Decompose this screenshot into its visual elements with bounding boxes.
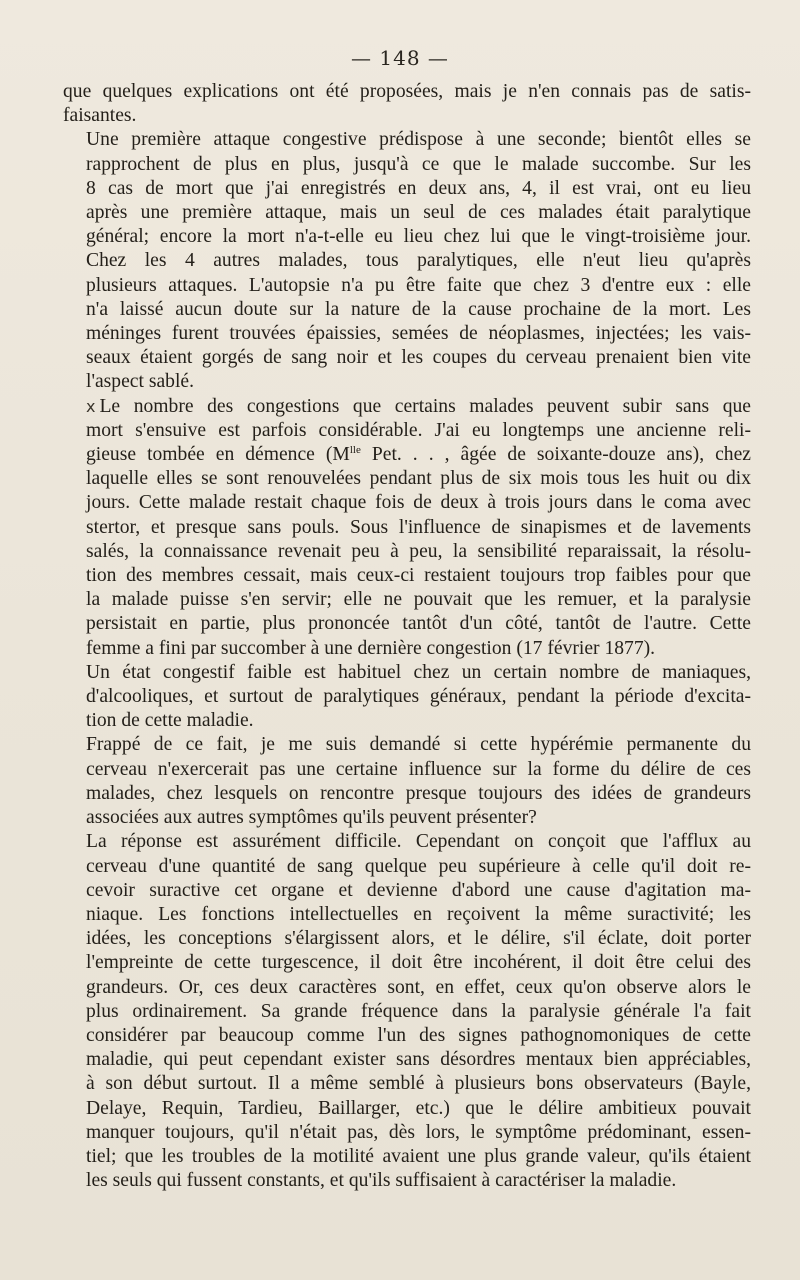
text-line: stertor, et presque sans pouls. Sous l'influence de sinapismes et de lavements [86,516,751,538]
text-line: niaque. Les fonctions intellectuelles en reçoivent la même suractivité; les [86,903,751,925]
text-line: méninges furent trouvées épaissies, semées de néoplasmes, injectées; les vais- [86,323,751,345]
paragraph [63,830,751,1193]
text-line: rapprochent de plus en plus, jusqu'à ce que le malade succombe. Sur les [86,153,751,175]
text-line: Frappé de ce fait, je me suis demandé si cette hypérémie permanente du [86,734,751,756]
text-line: laquelle elles se sont renouvelées pendant plus de six mois tous les huit ou dix [86,468,751,490]
text-line: Une première attaque congestive prédispose à une seconde; bientôt elles se [86,129,751,151]
text-line: que quelques explications ont été proposées, mais je n'en connais pas de satis- [63,81,751,102]
text-line: les seuls qui fussent constants, et qu'ils suffisaient à caractériser la maladie. [86,1170,677,1192]
text-line: l'empreinte de cette turgescence, il doit être incohérent, il doit être celui des [86,952,751,974]
text-line: tiel; que les troubles de la motilité avaient une plus grande valeur, qu'ils étaient [86,1145,751,1167]
paragraph [63,661,751,734]
text-line: maladie, qui peut cependant exister sans désordres mentaux bien appréciables, [86,1049,751,1071]
text-line: manquer toujours, qu'il n'était pas, dès lors, le symptôme prédominant, essen- [86,1121,751,1143]
text-line: jours. Cette malade restait chaque fois de deux à trois jours dans le coma avec [86,492,751,514]
text-line: Chez les 4 autres malades, tous paralytiques, elle n'eut lieu qu'après [86,250,751,272]
text-line: associées aux autres symptômes qu'ils peuvent présenter? [86,807,537,829]
text-line: persistait en partie, plus prononcée tantôt d'un côté, tantôt de l'autre. Cette [86,613,751,635]
text-line: mort s'ensuive est parfois considérable. J'ai eu longtemps une ancienne reli- [86,419,751,441]
text-line: n'a laissé aucun doute sur la nature de la cause prochaine de la mort. Les [86,298,751,320]
text-line: grandeurs. Or, ces deux caractères sont, en effet, ceux qu'on observe alors le [86,976,751,998]
text-line: cerveau n'exercerait pas une certaine influence sur la forme du délire de ces [86,758,751,780]
text-line: faisantes. [63,105,137,127]
text-line: 8 cas de mort que j'ai enregistrés en deux ans, 4, il est vrai, ont eu lieu [86,177,751,199]
text-line: plus ordinairement. Sa grande fréquence dans la paralysie générale l'a fait [86,1000,751,1022]
text-line: cerveau d'une quantité de sang quelque peu supérieure à celle qu'il doit re- [86,855,751,877]
text-line: La réponse est assurément difficile. Cependant on conçoit que l'afflux au [86,831,751,853]
text-line: x Le nombre des congestions que certains malades peuvent subir sans que [86,395,751,417]
text-line: à son début surtout. Il a même semblé à plusieurs bons observateurs (Bayle, [86,1073,751,1095]
text-line: tion des membres cessait, mais ceux-ci restaient toujours trop faibles pour que [86,565,751,587]
text-line: général; encore la mort n'a-t-elle eu lieu chez lui que le vingt-troisième jour. [86,226,751,248]
body-text [63,80,751,1193]
paragraph [63,80,751,128]
page-number: — 148 — [351,46,449,70]
text-line: femme a fini par succomber à une dernière congestion (17 février 1877). [86,637,656,659]
text-line: gieuse tombée en démence ($M^{lle}$ Pet. . . , âgée de soixante-douze ans), chez [86,444,751,466]
paragraph [63,733,751,830]
text-line: l'aspect sablé. [86,371,194,393]
text-line: considérer par beaucoup comme l'un des signes pathognomoniques de cette [86,1024,751,1046]
text-line: Un état congestif faible est habituel chez un certain nombre de maniaques, [86,661,751,683]
text-line: seaux étaient gorgés de sang noir et les coupes du cerveau prenaient bien vite [86,347,751,369]
text-line: Delaye, Requin, Tardieu, Baillarger, etc.) que le délire ambitieux pouvait [86,1097,751,1119]
text-line: malades, chez lesquels on rencontre presque toujours des idées de grandeurs [86,782,751,804]
text-line: après une première attaque, mais un seul de ces malades était paralytique [86,202,751,224]
text-line: salés, la connaissance revenait peu à peu, la sensibilité reparaissait, la résolu- [86,540,751,562]
text-line: plusieurs attaques. L'autopsie n'a pu être faite que chez 3 d'entre eux : elle [86,274,751,296]
text-line: idées, les conceptions s'élargissent alors, et le délire, s'il éclate, doit porter [86,928,751,950]
text-line: cevoir suractive cet organe et devienne d'abord une cause d'agitation ma- [86,879,751,901]
text-line: tion de cette maladie. [86,710,254,732]
paragraph [63,128,751,394]
text-line: d'alcooliques, et surtout de paralytiques généraux, pendant la période d'excita- [86,686,751,708]
paragraph [63,395,751,661]
text-line: la malade puisse s'en servir; elle ne pouvait que les remuer, et la paralysie [86,589,751,611]
margin-mark: x [86,396,96,416]
